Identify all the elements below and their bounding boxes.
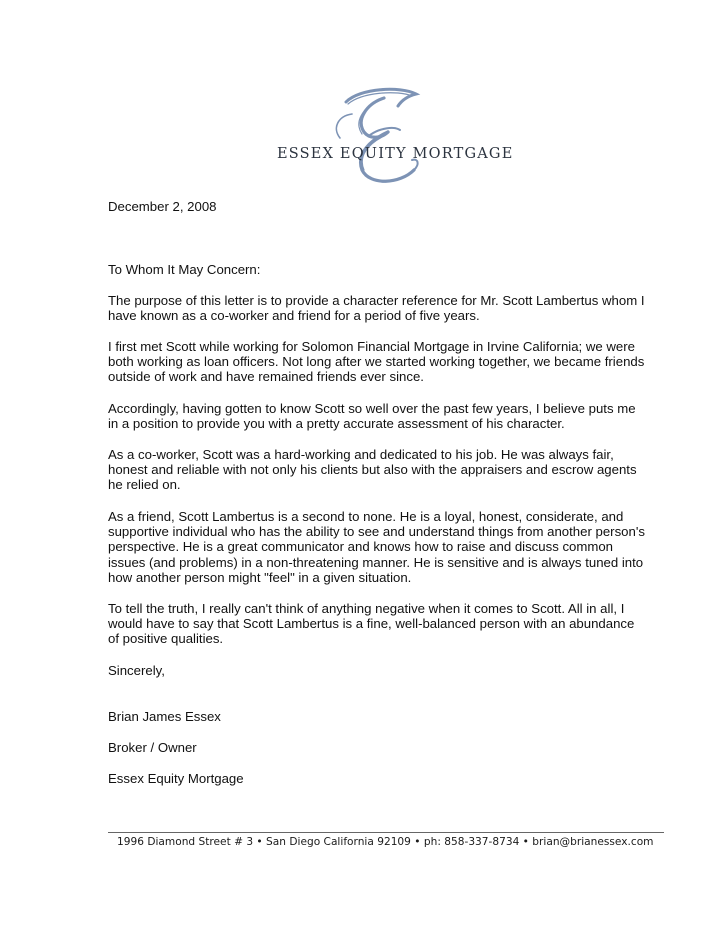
script-e-monogram-icon [318,80,428,190]
letterhead [0,80,728,200]
footer-divider [108,832,664,833]
company-name: ESSEX EQUITY MORTGAGE [277,146,514,162]
paragraph-co-worker: As a co-worker, Scott was a hard-working and dedicated to his job. He was always fair, honest and reliable with not only his clients but also with the appraisers and escrow agents he relied on. [108,447,637,493]
signer-name: Brian James Essex [108,709,221,724]
paragraph-first-met: I first met Scott while working for Solomon Financial Mortgage in Irvine California; we were both working as loan officers. Not long after we started working together, we became friends outside of work and have remained friends ever since. [108,339,645,385]
paragraph-friend: As a friend, Scott Lambertus is a second to none. He is a loyal, honest, considerate, and supportive individual who has the ability to see and understand things from another person's perspective. He is a great communicator and knows how to raise and discuss common issues (and problems) in a non-threatening manner. He is sensitive and is always tuned into how another person might "feel" in a given situation. [108,509,645,585]
closing: Sincerely, [108,663,165,678]
salutation: To Whom It May Concern: [108,262,261,277]
signer-company: Essex Equity Mortgage [108,771,244,786]
paragraph-purpose: The purpose of this letter is to provide a character reference for Mr. Scott Lambertus whom I have known as a co-worker and friend for a period of five years. [108,293,645,324]
footer-contact-line: 1996 Diamond Street # 3 • San Diego California 92109 • ph: 858-337-8734 • brian@brianessex.com [117,836,654,848]
signer-title: Broker / Owner [108,740,197,755]
paragraph-accordingly: Accordingly, having gotten to know Scott so well over the past few years, I believe puts me in a position to provide you with a pretty accurate assessment of his character. [108,401,636,432]
paragraph-conclusion: To tell the truth, I really can't think of anything negative when it comes to Scott. All in all, I would have to say that Scott Lambertus is a fine, well-balanced person with an abundance of positive qualities. [108,601,635,647]
letter-date: December 2, 2008 [108,199,217,214]
